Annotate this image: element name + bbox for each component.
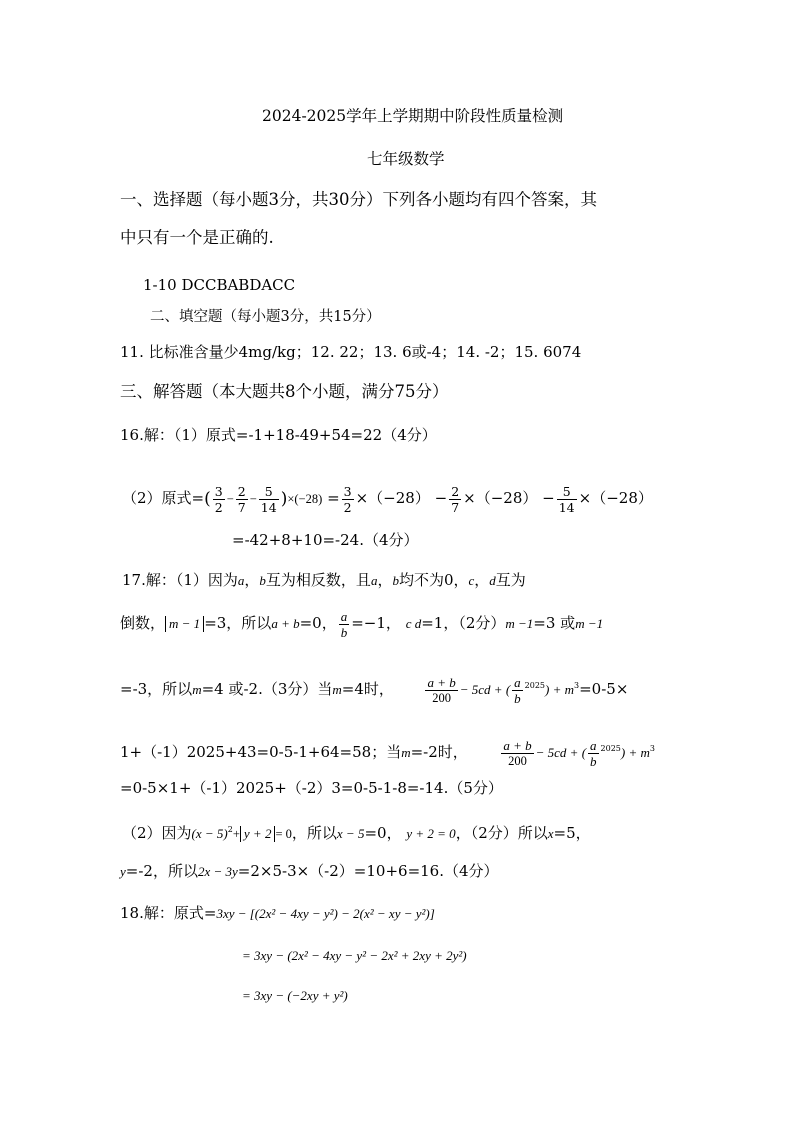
q16-result: =-42+8+10=-24.（4分）: [232, 531, 419, 549]
section-1-answers: 1-10 DCCBABDACC: [143, 276, 296, 294]
fraction: $\frac{a + b}{200}$: [427, 674, 456, 705]
q18-line1: 18.解：原式=3xy − [(2x² − 4xy − y²) − 2(x² − xy − y²)]: [120, 904, 435, 922]
absolute-value: y + 2: [240, 826, 276, 842]
fraction: $\frac{a}{b}$: [590, 737, 597, 769]
document-title: 2024-2025学年上学期期中阶段性质量检测: [262, 107, 564, 125]
q17-line7: y=-2，所以2x − 3y=2×5-3×（-2）=10+6=16.（4分）: [120, 862, 499, 880]
fraction: $\frac{2}{7}$: [237, 483, 246, 515]
q17-line5: =0-5×1+（-1）2025+（-2）3=0-5-1-8=-14.（5分）: [120, 779, 503, 797]
q16-part1: 16.解：（1）原式=-1+18-49+54=22（4分）: [120, 426, 437, 444]
section-2-answers: 11. 比标准含量少4mg/kg；12. 22；13. 6或-4；14. -2；15. 6074: [120, 343, 582, 361]
q16-part2: （2）原式=( $\frac{3}{2}$ − $\frac{2}{7}$ − $\frac{5}{14}$ )×(−28) = $\frac{3}{2}$ ×（−28） − $\frac{2}{7}$ ×（−28） − $\frac{5}{14}$ ×（−28）: [122, 483, 653, 515]
fraction: $\frac{2}{7}$: [451, 483, 460, 515]
fraction: $\frac{5}{14}$: [558, 483, 575, 515]
fraction: $\frac{a + b}{200}$: [503, 737, 532, 768]
document-subtitle: 七年级数学: [367, 150, 445, 168]
q18-line2: = 3xy − (2x² − 4xy − y² − 2x² + 2xy + 2y²): [242, 948, 467, 963]
fraction: $\frac{a}{b}$: [514, 674, 521, 706]
absolute-value: m − 1: [165, 616, 204, 632]
q16-part2-label: （2）原式=: [122, 489, 205, 507]
q17-line6: （2）因为$(x - 5)^2+ y + 2 = 0$，所以x − 5=0， y + 2 = 0，（2分）所以x=5，: [122, 824, 591, 842]
section-1-heading-line1: 一、选择题（每小题3分，共30分）下列各小题均有四个答案，其: [120, 190, 597, 209]
q17-line2: 倒数， m − 1 =3，所以a + b=0， $\frac{a}{b}$ =−1， c d=1，（2分）m −1=3 或m −1: [120, 608, 604, 640]
section-3-heading: 三、解答题（本大题共8个小题，满分75分）: [120, 382, 449, 401]
section-2-heading: 二、填空题（每小题3分，共15分）: [150, 309, 381, 325]
q17-line4: 1+（-1）2025+43=0-5-1+64=58；当m=-2时， $\frac{a + b}{200}$ − 5cd + ( $\frac{a}{b}$ $^{2025}) + m^3$: [120, 737, 655, 769]
fraction: $\frac{3}{2}$: [343, 483, 352, 515]
open-paren: (: [204, 489, 211, 509]
close-paren: ): [280, 489, 288, 509]
section-1-heading-line2: 中只有一个是正确的.: [120, 228, 274, 247]
q18-line3: = 3xy − (−2xy + y²): [242, 988, 348, 1003]
q17-line1: 17.解：（1）因为a，b互为相反数，且a，b均不为0，c，d互为: [122, 571, 526, 589]
q17-line3: =-3，所以m=4 或-2.（3分）当m=4时， $\frac{a + b}{200}$ − 5cd + ( $\frac{a}{b}$ $^{2025}) + m^3=0-5\times$: [120, 674, 629, 706]
fraction: $\frac{5}{14}$: [260, 483, 277, 515]
fraction: $\frac{3}{2}$: [214, 483, 223, 515]
fraction: $\frac{a}{b}$: [340, 608, 348, 640]
